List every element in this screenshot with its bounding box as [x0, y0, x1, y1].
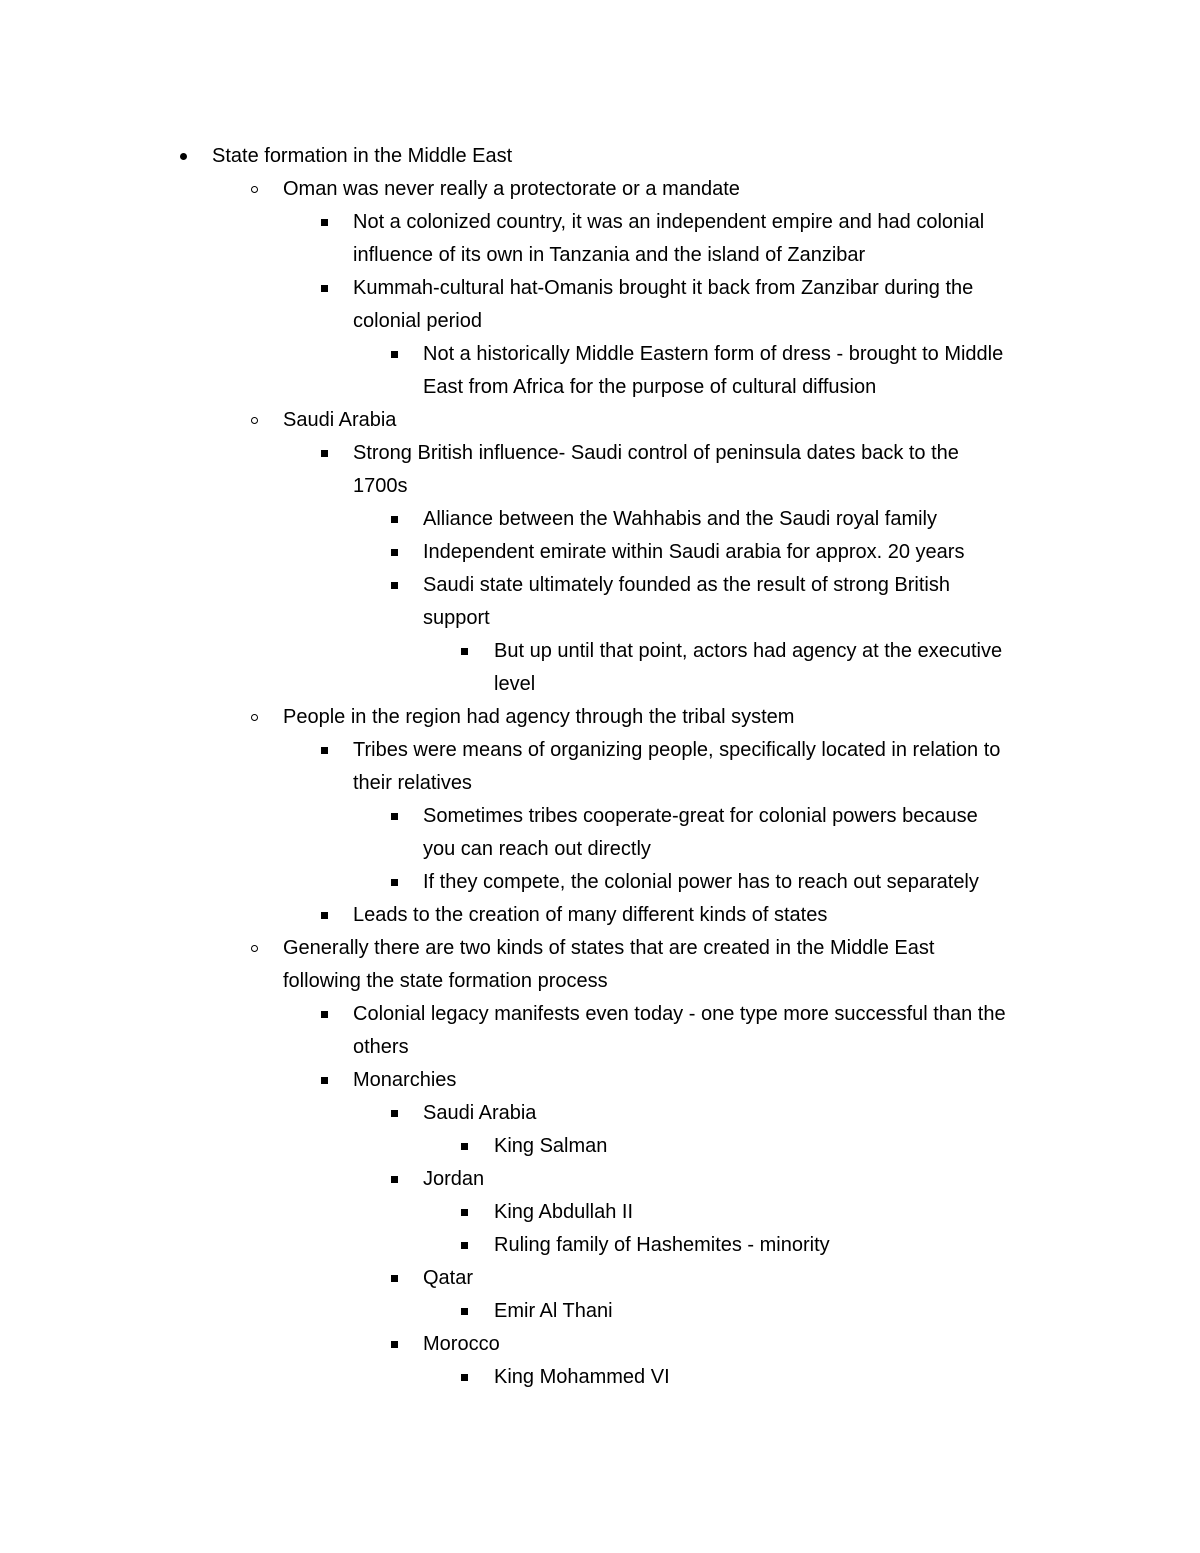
outline-line — [0, 635, 1200, 668]
outline-text: their relatives — [353, 772, 472, 794]
outline-line — [0, 1361, 1200, 1394]
outline-line — [0, 932, 1200, 965]
outline-line — [0, 1163, 1200, 1196]
outline-text: following the state formation process — [283, 970, 608, 992]
outline-text: Qatar — [423, 1267, 474, 1289]
outline-text: But up until that point, actors had agency at the executive — [494, 640, 1003, 662]
outline-line — [0, 173, 1200, 206]
outline-line — [0, 338, 1200, 371]
square-bullet-icon — [317, 899, 331, 932]
outline-text: Tribes were means of organizing people, specifically located in relation to — [353, 739, 1001, 761]
outline-line — [0, 371, 1200, 404]
square-bullet-icon — [387, 536, 401, 569]
outline-line — [0, 668, 1200, 701]
square-bullet-icon — [457, 635, 471, 668]
outline-text: Saudi state ultimately founded as the result of strong British — [423, 574, 950, 596]
outline-line — [0, 602, 1200, 635]
outline-line — [0, 1196, 1200, 1229]
outline-line — [0, 503, 1200, 536]
square-bullet-icon — [387, 866, 401, 899]
square-bullet-icon — [387, 800, 401, 833]
outline-text: If they compete, the colonial power has to reach out separately — [423, 871, 979, 893]
square-bullet-icon — [457, 1295, 471, 1328]
outline-line — [0, 1130, 1200, 1163]
filled-circle-bullet-icon — [176, 140, 190, 173]
square-bullet-icon — [317, 272, 331, 305]
outline-text: Alliance between the Wahhabis and the Saudi royal family — [423, 508, 938, 530]
outline-text: Emir Al Thani — [494, 1300, 613, 1322]
outline-line — [0, 833, 1200, 866]
square-bullet-icon — [317, 998, 331, 1031]
outline-text: Monarchies — [353, 1069, 457, 1091]
outline-text: Kummah-cultural hat-Omanis brought it back from Zanzibar during the — [353, 277, 974, 299]
outline-text: Not a historically Middle Eastern form of dress - brought to Middle — [423, 343, 1004, 365]
outline-line — [0, 800, 1200, 833]
outline-text: Leads to the creation of many different kinds of states — [353, 904, 828, 926]
outline-line — [0, 965, 1200, 998]
outline-line — [0, 734, 1200, 767]
outline-line — [0, 899, 1200, 932]
outline-line — [0, 701, 1200, 734]
outline-text: Generally there are two kinds of states that are created in the Middle East — [283, 937, 935, 959]
outline-line — [0, 140, 1200, 173]
square-bullet-icon — [457, 1196, 471, 1229]
square-bullet-icon — [387, 1328, 401, 1361]
square-bullet-icon — [387, 503, 401, 536]
outline-text: Morocco — [423, 1333, 500, 1355]
outline-line — [0, 1097, 1200, 1130]
hollow-circle-bullet-icon — [247, 932, 261, 965]
outline-text: Jordan — [423, 1168, 485, 1190]
outline-line — [0, 1229, 1200, 1262]
square-bullet-icon — [457, 1130, 471, 1163]
outline-line — [0, 1328, 1200, 1361]
outline-text: King Mohammed VI — [494, 1366, 670, 1388]
outline-line — [0, 998, 1200, 1031]
outline-text: support — [423, 607, 490, 629]
outline-text: Not a colonized country, it was an independent empire and had colonial — [353, 211, 985, 233]
outline-text: Saudi Arabia — [283, 409, 397, 431]
square-bullet-icon — [457, 1229, 471, 1262]
square-bullet-icon — [387, 338, 401, 371]
outline-text: others — [353, 1036, 409, 1058]
outline-text: influence of its own in Tanzania and the island of Zanzibar — [353, 244, 866, 266]
square-bullet-icon — [387, 569, 401, 602]
outline-text: Saudi Arabia — [423, 1102, 537, 1124]
outline-text: Strong British influence- Saudi control of peninsula dates back to the — [353, 442, 959, 464]
outline-text: King Abdullah II — [494, 1201, 633, 1223]
square-bullet-icon — [387, 1163, 401, 1196]
outline-text: East from Africa for the purpose of cultural diffusion — [423, 376, 877, 398]
outline-text: Oman was never really a protectorate or a mandate — [283, 178, 740, 200]
outline-line — [0, 1295, 1200, 1328]
outline-text: People in the region had agency through the tribal system — [283, 706, 795, 728]
outline-line — [0, 536, 1200, 569]
outline-line — [0, 1031, 1200, 1064]
square-bullet-icon — [317, 206, 331, 239]
outline-text: level — [494, 673, 536, 695]
outline-line — [0, 437, 1200, 470]
hollow-circle-bullet-icon — [247, 404, 261, 437]
square-bullet-icon — [387, 1097, 401, 1130]
hollow-circle-bullet-icon — [247, 173, 261, 206]
outline-line — [0, 404, 1200, 437]
outline-line — [0, 272, 1200, 305]
outline-text: Sometimes tribes cooperate-great for colonial powers because — [423, 805, 978, 827]
outline-line — [0, 767, 1200, 800]
outline-line — [0, 1064, 1200, 1097]
outline-text: Ruling family of Hashemites - minority — [494, 1234, 830, 1256]
outline-text: State formation in the Middle East — [212, 145, 513, 167]
square-bullet-icon — [457, 1361, 471, 1394]
square-bullet-icon — [317, 1064, 331, 1097]
hollow-circle-bullet-icon — [247, 701, 261, 734]
outline-text: Independent emirate within Saudi arabia for approx. 20 years — [423, 541, 965, 563]
outline-line — [0, 305, 1200, 338]
outline-document — [0, 140, 1200, 1394]
outline-line — [0, 239, 1200, 272]
outline-line — [0, 866, 1200, 899]
outline-text: King Salman — [494, 1135, 608, 1157]
square-bullet-icon — [317, 734, 331, 767]
outline-line — [0, 569, 1200, 602]
outline-text: you can reach out directly — [423, 838, 651, 860]
outline-line — [0, 206, 1200, 239]
outline-line — [0, 470, 1200, 503]
square-bullet-icon — [387, 1262, 401, 1295]
outline-text: colonial period — [353, 310, 482, 332]
square-bullet-icon — [317, 437, 331, 470]
outline-text: Colonial legacy manifests even today - one type more successful than the — [353, 1003, 1006, 1025]
outline-line — [0, 1262, 1200, 1295]
outline-text: 1700s — [353, 475, 408, 497]
